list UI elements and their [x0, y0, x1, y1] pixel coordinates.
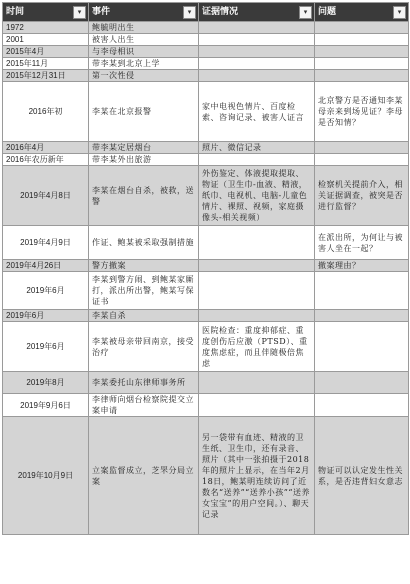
evidence-cell: [199, 22, 315, 34]
table-row: [3, 322, 409, 372]
time-cell: 2001: [3, 34, 89, 46]
event-cell: 立案监督成立，芝罘分局立案: [89, 417, 199, 535]
evidence-cell: [199, 154, 315, 166]
issue-cell: [315, 46, 409, 58]
time-cell: 2019年6月: [3, 310, 89, 322]
table-row: [3, 226, 409, 260]
time-cell: 2019年4月26日: [3, 260, 89, 272]
evidence-cell: 外伤鉴定、体液提取提取、物证（卫生巾-血液、精液，纸巾、电视机、电脑-儿童色情片、裸照、视频，家庭摄像头-相关视频）: [199, 166, 315, 226]
header-time-label: 时间: [6, 6, 25, 17]
header-evidence: [199, 3, 315, 22]
event-cell: 与李母相识: [89, 46, 199, 58]
evidence-cell: [199, 372, 315, 394]
issue-cell: [315, 58, 409, 70]
event-cell: 作证、鲍某被采取强制措施: [89, 226, 199, 260]
issue-cell: [315, 310, 409, 322]
filter-dropdown-icon[interactable]: ▾: [299, 6, 312, 19]
evidence-cell: [199, 46, 315, 58]
event-cell: 第一次性侵: [89, 70, 199, 82]
header-issue-label: 问题: [318, 6, 337, 17]
event-cell: 警方撤案: [89, 260, 199, 272]
issue-cell: 在派出所，为何让与被害人坐在一起？: [315, 226, 409, 260]
issue-cell: [315, 142, 409, 154]
timeline-table: [2, 2, 409, 535]
time-cell: 2016年4月: [3, 142, 89, 154]
evidence-cell: [199, 260, 315, 272]
evidence-cell: 医院检查：重度抑郁症、重度创伤后应激（PTSD）、重度焦虑症，而且伴随极倍焦虑: [199, 322, 315, 372]
event-cell: 带李某到北京上学: [89, 58, 199, 70]
header-evidence-label: 证据情况: [202, 6, 239, 17]
filter-dropdown-icon[interactable]: ▾: [183, 6, 196, 19]
event-cell: 带李某定居烟台: [89, 142, 199, 154]
issue-cell: [315, 22, 409, 34]
issue-cell: [315, 272, 409, 310]
table-row: [3, 154, 409, 166]
table-row: [3, 394, 409, 417]
issue-cell: [315, 394, 409, 417]
evidence-cell: [199, 58, 315, 70]
filter-dropdown-icon[interactable]: ▾: [73, 6, 86, 19]
event-cell: 李某在烟台自杀，被救，送警: [89, 166, 199, 226]
header-time: [3, 3, 89, 22]
table-row: [3, 22, 409, 34]
table-row: [3, 46, 409, 58]
event-cell: 带李某外出旅游: [89, 154, 199, 166]
issue-cell: [315, 34, 409, 46]
time-cell: 2019年4月8日: [3, 166, 89, 226]
table-row: [3, 310, 409, 322]
table-row: [3, 166, 409, 226]
event-cell: 李律师向烟台检察院提交立案申请: [89, 394, 199, 417]
issue-cell: [315, 70, 409, 82]
table-row: [3, 372, 409, 394]
event-cell: 李某自杀: [89, 310, 199, 322]
issue-cell: 北京警方是否通知李某母亲来到场见证？李母是否知情？: [315, 82, 409, 142]
evidence-cell: [199, 394, 315, 417]
header-row: [3, 3, 409, 22]
evidence-cell: [199, 34, 315, 46]
time-cell: 2015年11月: [3, 58, 89, 70]
evidence-cell: 照片、微信记录: [199, 142, 315, 154]
header-issue: [315, 3, 409, 22]
time-cell: 2015年12月31日: [3, 70, 89, 82]
issue-cell: 物证可以认定发生性关系，是否违背妇女意志: [315, 417, 409, 535]
event-cell: 李某在北京报警: [89, 82, 199, 142]
event-cell: 被害人出生: [89, 34, 199, 46]
table-row: [3, 34, 409, 46]
issue-cell: [315, 322, 409, 372]
time-cell: 2016年初: [3, 82, 89, 142]
table-row: [3, 260, 409, 272]
table-row: [3, 58, 409, 70]
evidence-cell: 另一袋带有血迹、精液的卫生纸、卫生巾，还有录音、照片（其中一张拍摄于2018年的照片上显示，在当年2月18日，鲍某明连续访问了近数名“送养”“送养小孩”“送养女宝宝”的用户空间。）、聊天记录: [199, 417, 315, 535]
time-cell: 2016年农历新年: [3, 154, 89, 166]
time-cell: 2015年4月: [3, 46, 89, 58]
evidence-cell: [199, 272, 315, 310]
table-row: [3, 70, 409, 82]
event-cell: 李某委托山东律师事务所: [89, 372, 199, 394]
header-event-label: 事件: [92, 6, 111, 17]
table-row: [3, 417, 409, 535]
time-cell: 1972: [3, 22, 89, 34]
event-cell: 李某到警方闹、到鲍某家厮打，派出所出警，鲍某写保证书: [89, 272, 199, 310]
header-event: [89, 3, 199, 22]
table-row: [3, 272, 409, 310]
time-cell: 2019年4月9日: [3, 226, 89, 260]
table-row: [3, 142, 409, 154]
issue-cell: [315, 154, 409, 166]
evidence-cell: [199, 70, 315, 82]
time-cell: 2019年6月: [3, 272, 89, 310]
event-cell: 李某被母亲带回南京，接受治疗: [89, 322, 199, 372]
event-cell: 鲍毓明出生: [89, 22, 199, 34]
issue-cell: 检察机关提前介入，相关证据调查，被突是否进行监督？: [315, 166, 409, 226]
issue-cell: [315, 372, 409, 394]
evidence-cell: 家中电视色情片、百度检索、咨询记录、被害人证言: [199, 82, 315, 142]
time-cell: 2019年10月9日: [3, 417, 89, 535]
time-cell: 2019年9月6日: [3, 394, 89, 417]
table-row: [3, 82, 409, 142]
filter-dropdown-icon[interactable]: ▾: [393, 6, 406, 19]
evidence-cell: [199, 226, 315, 260]
evidence-cell: [199, 310, 315, 322]
time-cell: 2019年8月: [3, 372, 89, 394]
time-cell: 2019年6月: [3, 322, 89, 372]
issue-cell: 撤案理由？: [315, 260, 409, 272]
